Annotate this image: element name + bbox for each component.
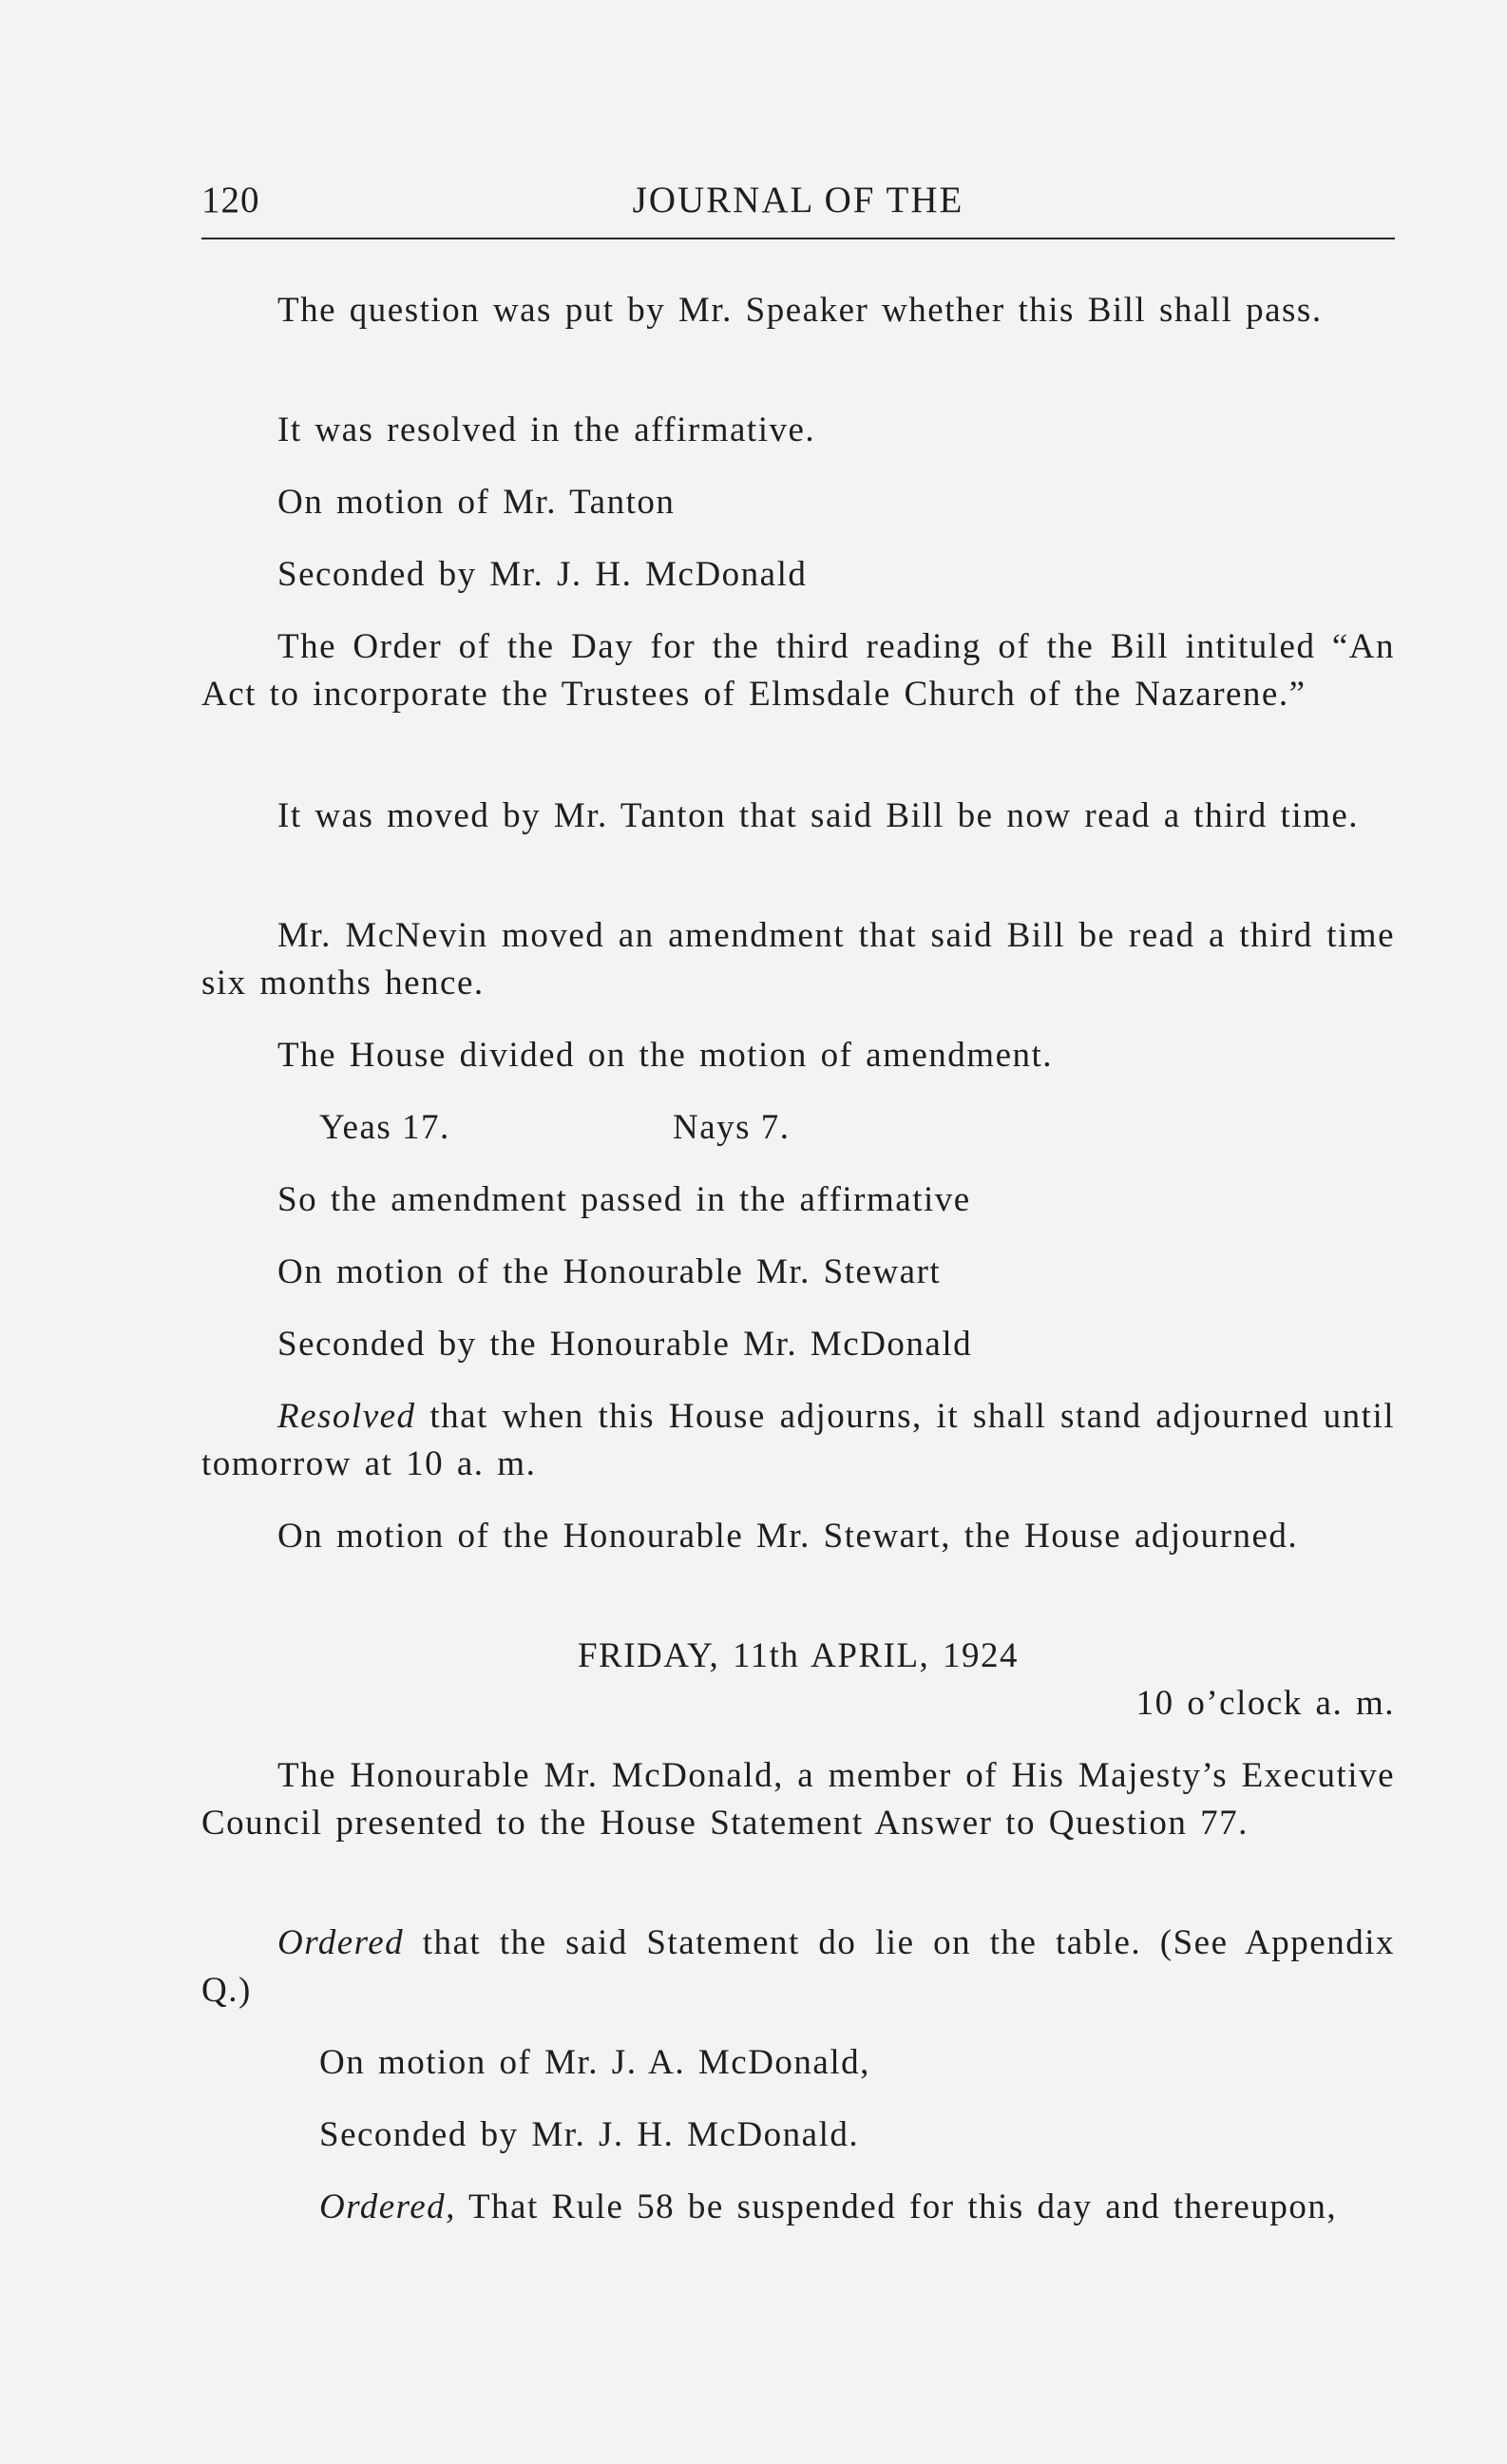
paragraph-rule-58 <box>201 2184 1395 2231</box>
paragraph-resolved-affirmative: It was resolved in the affirmative. <box>277 411 816 449</box>
date-heading: FRIDAY, 11th APRIL, 1924 <box>577 1636 1020 1675</box>
paragraph-house-adjourned: On motion of the Honourable Mr. Stewart, the House adjourned. <box>277 1517 1299 1556</box>
running-title: JOURNAL OF THE <box>632 180 964 220</box>
journal-page <box>201 0 1395 2464</box>
paragraph-seconded-jh-mcdonald-2: Seconded by Mr. J. H. McDonald. <box>319 2115 860 2154</box>
yeas-count: Yeas 17. <box>319 1108 450 1147</box>
paragraph-mcnevin-amendment: Mr. McNevin moved an amendment that said Bill be read a third time six months hence. <box>201 916 1395 1003</box>
ordered-rule-label: Ordered, <box>319 2187 456 2226</box>
nays-count: Nays 7. <box>673 1108 791 1147</box>
paragraph-resolved-adjourn <box>201 1393 1395 1488</box>
resolved-label: Resolved <box>277 1397 416 1436</box>
paragraph-seconded-jh-mcdonald: Seconded by Mr. J. H. McDonald <box>277 555 808 594</box>
paragraph-amendment-passed: So the amendment passed in the affirmative <box>277 1180 971 1219</box>
ordered-text: that the said Statement do lie on the table. (See Appendix Q.) <box>201 1923 1395 2010</box>
paragraph-motion-tanton: On motion of Mr. Tanton <box>277 483 676 522</box>
header-rule <box>201 238 1395 239</box>
ordered-label: Ordered <box>277 1923 405 1962</box>
sitting-time: 10 o’clock a. m. <box>1135 1684 1395 1723</box>
page-number: 120 <box>201 180 260 220</box>
paragraph-ordered-table <box>201 1920 1395 2015</box>
paragraph-question-put: The question was put by Mr. Speaker whether this Bill shall pass. <box>277 291 1323 330</box>
paragraph-order-of-day: The Order of the Day for the third reading of the Bill intituled “An Act to incorporate the Trustees of Elmsdale Church of the Nazarene.” <box>201 627 1395 714</box>
paragraph-motion-ja-mcdonald: On motion of Mr. J. A. McDonald, <box>319 2043 870 2082</box>
resolved-text: that when this House adjourns, it shall stand adjourned until tomorrow at 10 a. m. <box>201 1397 1395 1483</box>
paragraph-seconded-mcdonald: Seconded by the Honourable Mr. McDonald <box>277 1325 973 1364</box>
rule-58-text: That Rule 58 be suspended for this day and thereupon, <box>455 2187 1338 2226</box>
page-header <box>201 171 1395 232</box>
paragraph-house-divided: The House divided on the motion of amendment. <box>277 1036 1054 1075</box>
paragraph-moved-third-time: It was moved by Mr. Tanton that said Bill be now read a third time. <box>277 796 1360 835</box>
paragraph-statement-presented: The Honourable Mr. McDonald, a member of His Majesty’s Executive Council presented to the House Statement Answer to Question 77. <box>201 1756 1395 1843</box>
paragraph-motion-stewart: On motion of the Honourable Mr. Stewart <box>277 1252 942 1291</box>
